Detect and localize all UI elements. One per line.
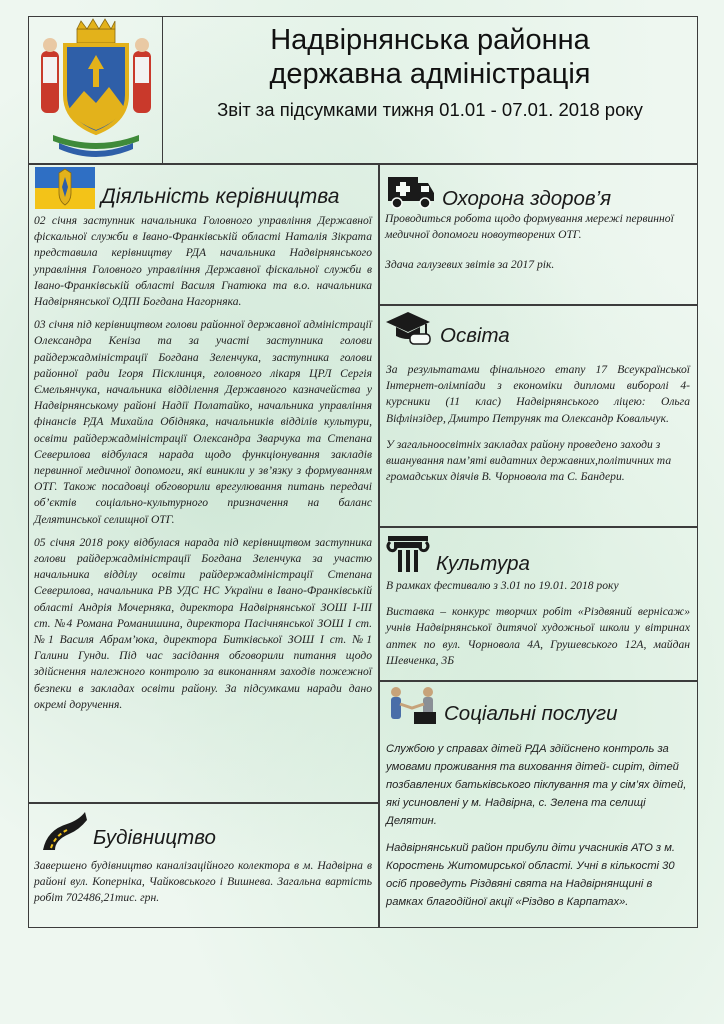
education-section (379, 305, 698, 527)
leadership-body (34, 213, 372, 720)
health-header (384, 167, 611, 211)
title-line-2: державна адміністрація (269, 58, 591, 90)
leadership-header (35, 167, 339, 209)
social-header (386, 686, 618, 726)
road-icon (33, 810, 87, 850)
ukraine-flag-icon (35, 167, 95, 209)
health-body (385, 211, 691, 281)
health-section (379, 164, 698, 305)
culture-body (386, 578, 690, 676)
education-header (384, 308, 510, 348)
header-box (28, 16, 698, 164)
construction-title: Будівництво (93, 826, 216, 849)
leadership-paragraph-3: 05 січня 2018 року відбулася нарада під керівництвом заступника голови райдержадміністрації Богдана Зеленчука за участю начальника відділу освіти райдержадміністрації Степана Северилова, начальника РВ УДС НС України в Івано-Франківській області Андрія Мочерняка, директора Надвірнянської ЗОШ І-ІІІ ст. №4 Романа Романишина, директора Пасічнянської ЗОШ І ст. №1 Василя Абрам’юка, директора Битківської ЗОШ І ст. №1 Галини Гунди. Під час засідання обговорили питання щодо здійснення належного контролю за виконанням заходів пожежної безпеки в закладах освіти району. За підсумками наради дано окремі доручення. (34, 535, 372, 711)
leadership-title: Діяльність керівництва (101, 185, 340, 208)
leadership-paragraph-2: 03 січня під керівництвом голови районної державної адміністрації Олександра Кеніза та за участі заступника голови райдержадміністрації Богдана Зеленчука, заступника голови районної ради Ігоря Пісклинця, головного лікаря ЦРЛ Сергія Ємельянчука, начальника відділення Державного казначейства у Надвірнянському районі Надії Полатайко, начальника управління фінансів РДА Михайла Обідняка, начальників відділів культури, освіти райдержадміністрації Олександра Зварчука та Степана Северилова відбулася нарада щодо функціонування закладів первинної медичної допомоги, які виникли у зв’язку з формуванням ОТГ. Також посадовці обговорили врегулювання питань передачі об’єктів соціально-культурного призначення на баланс Делятинської селищної ОТГ. (34, 318, 372, 526)
construction-section (28, 803, 379, 928)
health-paragraph-2: Здача галузевих звітів за 2017 рік. (385, 258, 555, 272)
education-paragraph-2: У загальноосвітніх закладах району проведено заходи з вшанування пам’яті видатних державних,політичних та громадських діячів В. Чорновола та С. Бандери. (386, 437, 672, 484)
report-subtitle: Звіт за підсумками тижня 01.01 - 07.01. 2018 року (217, 99, 643, 120)
culture-header (386, 532, 530, 576)
social-title: Соціальні послуги (444, 702, 618, 725)
construction-header (33, 810, 216, 850)
health-title: Охорона здоров’я (442, 187, 612, 210)
handshake-icon (386, 686, 438, 726)
culture-paragraph-1: В рамках фестивалю з 3.01 по 19.01. 2018 року (386, 579, 619, 592)
culture-section (379, 527, 698, 681)
education-body (386, 362, 690, 492)
culture-title: Культура (436, 552, 530, 575)
coat-of-arms-icon (29, 17, 162, 163)
column-capital-icon (386, 532, 430, 576)
social-body (386, 740, 692, 920)
ambulance-icon (384, 167, 436, 211)
culture-paragraph-2: Виставка – конкурс творчих робіт «Різдвяний вернісаж» учнів Надвірнянської дитячої художньої школи у вітринах аптек по вул. Чорновола 4А, Грушевського 12А, майдан Шевченка, 3Б (386, 605, 690, 667)
graduation-cap-icon (384, 308, 434, 348)
title-line-1: Надвірнянська районна (270, 24, 590, 56)
social-section (379, 681, 698, 928)
social-paragraph-2: Надвірнянський район прибули діти учасників АТО з м. Коростень Житомирської області. Учні в кількості 30 осіб проведуть Різдвяні свята на Надвірнянщині в рамках благодійної акції «Різдво в Карпатах». (386, 842, 675, 908)
health-paragraph-1: Проводиться робота щодо формування мережі первинної медичної допомоги новоутворених ОТГ. (385, 212, 674, 242)
social-paragraph-1: Службою у справах дітей РДА здійснено контроль за умовами проживання та виховання дітей- сиріт, дітей позбавлених батьківського піклування та у сім’ях дітей, які усиновлені у м. Надвірна, с. Зелена та селищі Делятин. (386, 743, 687, 827)
header-title (163, 23, 697, 123)
construction-paragraph-1: Завершено будівництво каналізаційного колектора в м. Надвірна в районі вул. Коперніка, Чайковського і Вишнева. Загальна вартість робіт 702486,21тис. грн. (34, 859, 372, 905)
leadership-paragraph-1: 02 січня заступник начальника Головного управління Державної фіскальної служби в Івано-Франківській області Наталія Зікрата представила керівництву РДА начальника Надвірнянського управління Головного управління Державної фіскальної служби в Івано-Франківській області Василя Гнатюка та в.о. начальника Надвірнянської ОДПІ Богдана Нагорняка. (34, 214, 372, 309)
construction-body (34, 858, 372, 914)
education-paragraph-1: За результатами фінального етапу 17 Всеукраїнської Інтернет-олімпіади з економіки дипломи виборолі 4-курсники (11 клас) Надвірнянського ліцею: Ольга Віфлінзідер, Дмитро Петруняк та Олександр Ковальчук. (386, 363, 690, 425)
coat-of-arms-cell (29, 17, 163, 163)
leadership-section (28, 164, 379, 803)
education-title: Освіта (440, 324, 510, 347)
